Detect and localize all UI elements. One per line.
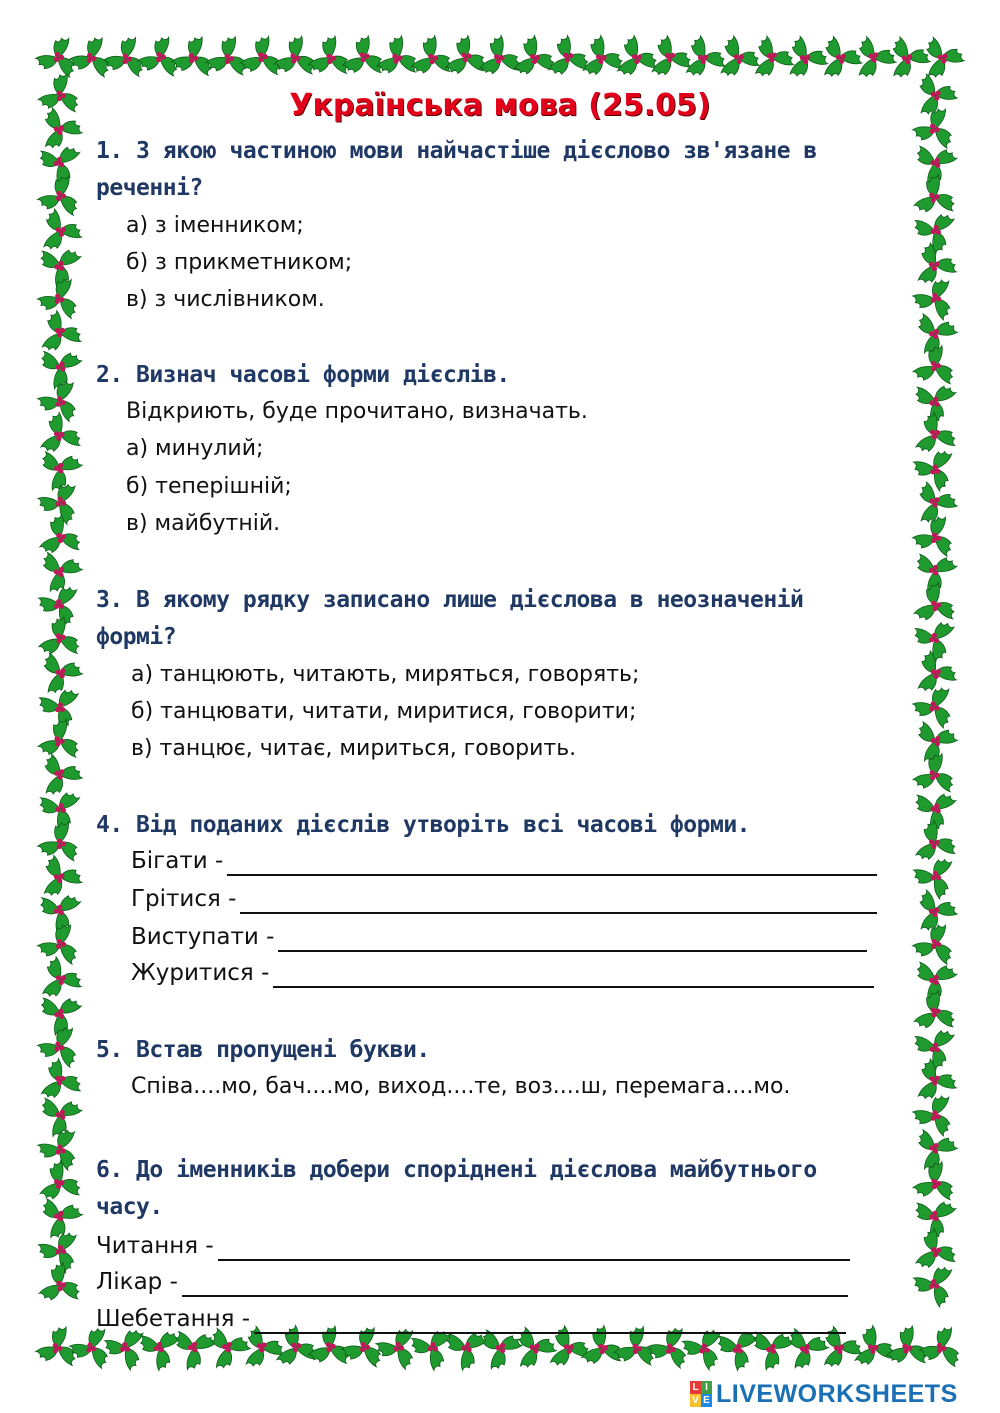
question-2-sentence: Відкриють, буде прочитано, визначать. [126,399,588,424]
holly-sprig-icon [753,35,795,82]
question-1-option-b[interactable]: б) з прикметником; [126,250,353,275]
question-3-line-1: 3. В якому рядку записано лише дієслова в неозначеній [96,587,804,613]
question-6-line-1: 6. До іменників добери споріднені дієслова майбутнього [96,1157,817,1183]
holly-sprig-icon [908,816,961,865]
holly-sprig-icon [910,986,964,1043]
q4-word-4: Журитися - [131,960,270,986]
holly-sprig-icon [907,608,966,667]
question-3-text [96,582,886,656]
holly-sprig-icon [907,272,966,330]
question-3-line-2: формі? [96,624,177,650]
logo-letter-e: E [701,1394,712,1407]
holly-sprig-icon [375,34,422,76]
q6-word-1: Читання - [96,1233,214,1259]
holly-sprig-icon [649,33,695,84]
question-6-text [96,1152,886,1226]
question-2-option-b[interactable]: б) теперішній; [126,474,292,499]
holly-sprig-icon [441,31,494,87]
q6-row-2 [96,1267,848,1297]
question-5-text: 5. Встав пропущені букви. [96,1037,430,1063]
holly-sprig-icon [29,1257,87,1316]
holly-sprig-icon [912,751,960,794]
question-6-line-2: часу. [96,1194,163,1220]
logo-letter-v: V [690,1394,701,1407]
q6-word-3: Шебетання - [96,1306,251,1332]
holly-sprig-icon [545,32,595,86]
logo-letter-l: L [690,1381,701,1394]
holly-sprig-icon [170,33,220,78]
holly-sprig-icon [33,408,86,457]
q6-row-1 [96,1231,850,1261]
q6-answer-line-3[interactable] [254,1310,846,1334]
question-3-option-c[interactable]: в) танцює, читає, мириться, говорить. [131,736,577,761]
holly-sprig-icon [38,1056,86,1108]
q6-word-2: Лікар - [96,1269,178,1295]
holly-sprig-icon [67,31,120,80]
holly-sprig-icon [30,847,88,903]
holly-sprig-icon [442,1329,489,1371]
question-1-line-2: реченні? [96,175,203,201]
holly-sprig-icon [903,1223,962,1282]
holly-sprig-icon [885,1325,931,1366]
holly-sprig-icon [32,169,91,228]
q6-row-3 [96,1304,846,1334]
holly-sprig-icon [29,204,88,261]
holly-sprig-icon [908,339,966,398]
question-1-option-c[interactable]: в) з числівником. [126,287,325,312]
q4-row-4 [131,958,874,988]
holly-sprig-icon [907,852,964,906]
holly-sprig-icon [39,309,85,359]
q4-word-3: Виступати - [131,924,275,950]
holly-sprig-icon [34,612,89,670]
holly-sprig-icon [37,718,84,760]
question-5-exercise[interactable]: Співа....мо, бач....мо, виход....те, воз....ш, перемага....мо. [131,1074,791,1099]
holly-sprig-icon [474,1327,525,1373]
q4-answer-line-2[interactable] [240,890,877,914]
question-2-option-a[interactable]: а) минулий; [126,436,264,461]
holly-sprig-icon [29,952,88,1010]
question-2-option-c[interactable]: в) майбутній. [126,511,281,536]
holly-sprig-icon [34,1157,85,1204]
holly-sprig-icon [909,209,962,258]
q6-answer-line-1[interactable] [218,1237,850,1261]
holly-sprig-icon [475,32,526,78]
q4-row-2 [131,884,877,914]
logo-live-icon [690,1381,712,1407]
holly-sprig-icon [273,35,319,76]
holly-sprig-icon [911,444,954,492]
liveworksheets-logo[interactable] [690,1380,958,1408]
holly-sprig-icon [907,917,966,976]
q4-answer-line-3[interactable] [278,928,867,952]
holly-sprig-icon [29,509,88,568]
q4-answer-line-4[interactable] [273,964,874,988]
question-4-text: 4. Від поданих дієслів утворіть всі часові форми. [96,812,751,838]
holly-sprig-icon [35,1096,83,1139]
holly-sprig-icon [911,1091,954,1139]
holly-sprig-icon [29,539,88,598]
question-1-option-a[interactable]: а) з іменником; [126,213,304,238]
holly-sprig-icon [41,751,84,799]
q4-row-1 [131,846,877,876]
question-1-line-1: 1. З якою частиною мови найчастіше дієслово зв'язане в [96,138,817,164]
question-3-option-b[interactable]: б) танцювати, читати, миритися, говорити; [131,699,637,724]
question-2-text: 2. Визнач часові форми дієслів. [96,362,510,388]
holly-sprig-icon [856,35,897,81]
q4-word-2: Грітися - [131,886,237,912]
q4-answer-line-1[interactable] [227,852,877,876]
question-3-option-a[interactable]: а) танцюють, читають, миряться, говорять; [131,662,640,687]
holly-sprig-icon [911,173,959,216]
logo-letter-i: I [701,1381,712,1394]
holly-sprig-icon [31,649,86,701]
page-title: Українська мова (25.05) [289,88,711,123]
logo-wordmark: LIVEWORKSHEETS [716,1379,958,1408]
q6-answer-line-2[interactable] [182,1273,848,1297]
q4-word-1: Бігати - [131,848,224,874]
holly-sprig-icon [908,678,965,732]
question-1-text [96,133,886,207]
q4-row-3 [131,922,867,952]
